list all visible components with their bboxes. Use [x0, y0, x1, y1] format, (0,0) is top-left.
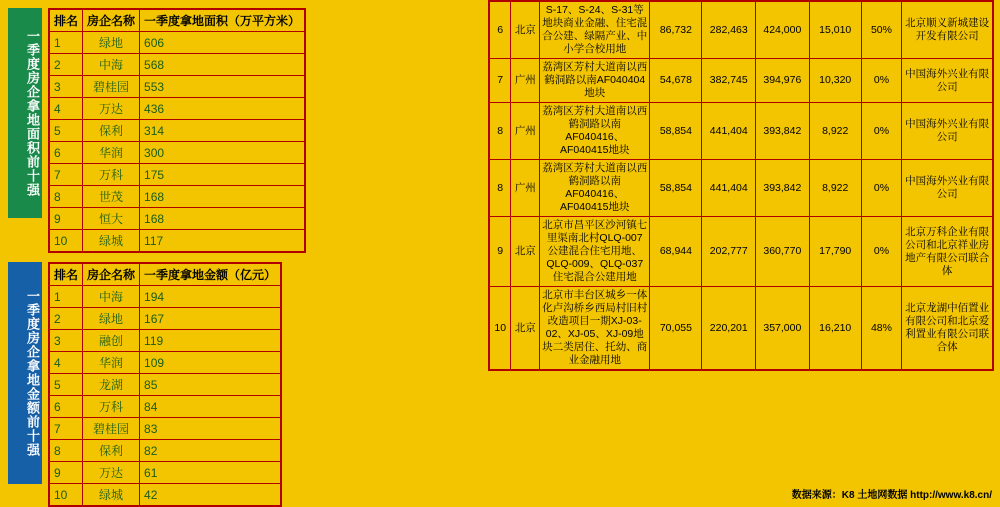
cell-project: 荔湾区芳村大道南以西鹤洞路以南AF040404地块: [540, 59, 650, 103]
table-row: [49, 98, 305, 120]
cell-project: S-17、S-24、S-31等地块商业金融、住宅混合公建、绿隔产业、中小学合校用地: [540, 1, 650, 59]
cell-value-4: 17,790: [809, 217, 861, 287]
cell-company: 绿地: [83, 32, 140, 54]
table-row: [49, 374, 281, 396]
cell-no: 6: [489, 1, 511, 59]
table-row: [489, 103, 993, 160]
cell-company: 中海: [83, 54, 140, 76]
table-row: [49, 396, 281, 418]
cell-value-1: 70,055: [650, 287, 702, 371]
cell-value-2: 441,404: [702, 160, 756, 217]
cell-percent: 50%: [861, 1, 901, 59]
cell-company: 碧桂园: [83, 418, 140, 440]
cell-value: 300: [140, 142, 306, 164]
cell-value: 83: [140, 418, 282, 440]
cell-rank: 8: [49, 186, 83, 208]
cell-value: 109: [140, 352, 282, 374]
cell-no: 8: [489, 160, 511, 217]
table-row: [49, 76, 305, 98]
cell-percent: 0%: [861, 103, 901, 160]
cell-city: 北京: [511, 287, 540, 371]
cell-rank: 6: [49, 142, 83, 164]
cell-value: 168: [140, 208, 306, 230]
cell-no: 10: [489, 287, 511, 371]
cell-company: 北京龙湖中佰置业有限公司和北京爱利置业有限公司联合体: [902, 287, 993, 371]
table-row: [489, 217, 993, 287]
table-row: [49, 484, 281, 507]
cell-company: 恒大: [83, 208, 140, 230]
cell-value-4: 8,922: [809, 160, 861, 217]
table-row: [49, 186, 305, 208]
table-row: [49, 440, 281, 462]
cell-value: 553: [140, 76, 306, 98]
cell-company: 绿城: [83, 484, 140, 507]
table-row: [489, 160, 993, 217]
cell-value-2: 220,201: [702, 287, 756, 371]
cell-rank: 2: [49, 54, 83, 76]
area-ranking-table: [48, 8, 306, 253]
cell-value: 85: [140, 374, 282, 396]
cell-city: 广州: [511, 59, 540, 103]
cell-company: 世茂: [83, 186, 140, 208]
header-rank: 排名: [49, 263, 83, 286]
land-transactions-table: [488, 0, 994, 371]
table-row: [49, 208, 305, 230]
table-row: [49, 164, 305, 186]
cell-value-1: 58,854: [650, 103, 702, 160]
cell-rank: 1: [49, 32, 83, 54]
table-row: [49, 308, 281, 330]
cell-value: 568: [140, 54, 306, 76]
cell-company: 华润: [83, 352, 140, 374]
cell-rank: 10: [49, 230, 83, 253]
cell-rank: 1: [49, 286, 83, 308]
right-panel: [484, 0, 1000, 507]
table-row: [49, 330, 281, 352]
table-row: [49, 32, 305, 54]
cell-no: 7: [489, 59, 511, 103]
cell-city: 北京: [511, 217, 540, 287]
cell-company: 保利: [83, 120, 140, 142]
table-row: [489, 59, 993, 103]
cell-value-2: 441,404: [702, 103, 756, 160]
cell-company: 碧桂园: [83, 76, 140, 98]
table-row: [49, 352, 281, 374]
amount-ranking-table: [48, 262, 282, 507]
cell-rank: 3: [49, 76, 83, 98]
header-company: 房企名称: [83, 263, 140, 286]
cell-rank: 8: [49, 440, 83, 462]
cell-project: 北京市丰台区城乡一体化卢沟桥乡西局村旧村改造项目一期XJ-03-02、XJ-05、XJ-09地块二类居住、托幼、商业金融用地: [540, 287, 650, 371]
cell-value-1: 58,854: [650, 160, 702, 217]
cell-value: 436: [140, 98, 306, 120]
cell-value: 606: [140, 32, 306, 54]
table-row: [49, 286, 281, 308]
cell-rank: 6: [49, 396, 83, 418]
cell-rank: 9: [49, 462, 83, 484]
cell-company: 万达: [83, 462, 140, 484]
header-value: 一季度拿地面积（万平方米）: [140, 9, 306, 32]
cell-value-4: 15,010: [809, 1, 861, 59]
cell-company: 中国海外兴业有限公司: [902, 103, 993, 160]
cell-company: 中国海外兴业有限公司: [902, 59, 993, 103]
cell-company: 万科: [83, 396, 140, 418]
cell-company: 万科: [83, 164, 140, 186]
cell-rank: 5: [49, 120, 83, 142]
cell-rank: 2: [49, 308, 83, 330]
amount-ranking-side-label: 一季度房企拿地金额前十强: [8, 262, 42, 484]
cell-rank: 3: [49, 330, 83, 352]
cell-company: 保利: [83, 440, 140, 462]
cell-city: 广州: [511, 103, 540, 160]
cell-project: 北京市昌平区沙河镇七里渠南北村QLQ-007公建混合住宅用地、QLQ-009、QLQ-037住宅混合公建用地: [540, 217, 650, 287]
cell-value-4: 10,320: [809, 59, 861, 103]
cell-company: 北京万科企业有限公司和北京祥业房地产有限公司联合体: [902, 217, 993, 287]
left-panel: [0, 0, 476, 507]
cell-rank: 4: [49, 98, 83, 120]
table-header-row: [49, 9, 305, 32]
cell-value: 42: [140, 484, 282, 507]
cell-value: 119: [140, 330, 282, 352]
cell-value: 194: [140, 286, 282, 308]
cell-value-1: 68,944: [650, 217, 702, 287]
cell-value: 167: [140, 308, 282, 330]
table-row: [49, 142, 305, 164]
cell-value-1: 54,678: [650, 59, 702, 103]
cell-rank: 9: [49, 208, 83, 230]
cell-company: 华润: [83, 142, 140, 164]
table-row: [49, 462, 281, 484]
cell-value-4: 8,922: [809, 103, 861, 160]
cell-value: 61: [140, 462, 282, 484]
cell-value: 82: [140, 440, 282, 462]
cell-value-1: 86,732: [650, 1, 702, 59]
cell-no: 8: [489, 103, 511, 160]
cell-city: 北京: [511, 1, 540, 59]
cell-company: 绿地: [83, 308, 140, 330]
cell-company: 中海: [83, 286, 140, 308]
cell-value-4: 16,210: [809, 287, 861, 371]
cell-project: 荔湾区芳村大道南以西鹤洞路以南AF040416、AF040415地块: [540, 160, 650, 217]
cell-value-2: 382,745: [702, 59, 756, 103]
header-value: 一季度拿地金额（亿元）: [140, 263, 282, 286]
cell-value-2: 282,463: [702, 1, 756, 59]
cell-percent: 0%: [861, 59, 901, 103]
cell-value: 84: [140, 396, 282, 418]
cell-value-3: 357,000: [756, 287, 810, 371]
cell-value-2: 202,777: [702, 217, 756, 287]
cell-rank: 4: [49, 352, 83, 374]
table-row: [49, 54, 305, 76]
cell-value: 175: [140, 164, 306, 186]
cell-value-3: 360,770: [756, 217, 810, 287]
cell-rank: 7: [49, 418, 83, 440]
cell-no: 9: [489, 217, 511, 287]
cell-percent: 48%: [861, 287, 901, 371]
cell-project: 荔湾区芳村大道南以西鹤洞路以南AF040416、AF040415地块: [540, 103, 650, 160]
cell-percent: 0%: [861, 217, 901, 287]
data-source-note: 数据来源：K8 土地网数据 http://www.k8.cn/: [791, 490, 992, 501]
cell-company: 北京顺义新城建设开发有限公司: [902, 1, 993, 59]
cell-percent: 0%: [861, 160, 901, 217]
cell-rank: 10: [49, 484, 83, 507]
cell-value: 117: [140, 230, 306, 253]
cell-company: 绿城: [83, 230, 140, 253]
cell-rank: 5: [49, 374, 83, 396]
area-ranking-side-label: 一季度房企拿地面积前十强: [8, 8, 42, 218]
cell-value-3: 394,976: [756, 59, 810, 103]
table-row: [489, 287, 993, 371]
table-row: [489, 1, 993, 59]
table-row: [49, 120, 305, 142]
table-header-row: [49, 263, 281, 286]
cell-company: 万达: [83, 98, 140, 120]
cell-value-3: 393,842: [756, 160, 810, 217]
cell-rank: 7: [49, 164, 83, 186]
header-company: 房企名称: [83, 9, 140, 32]
cell-value: 168: [140, 186, 306, 208]
cell-value-3: 424,000: [756, 1, 810, 59]
cell-city: 广州: [511, 160, 540, 217]
cell-company: 融创: [83, 330, 140, 352]
table-row: [49, 418, 281, 440]
table-row: [49, 230, 305, 253]
cell-company: 龙湖: [83, 374, 140, 396]
cell-value-3: 393,842: [756, 103, 810, 160]
header-rank: 排名: [49, 9, 83, 32]
cell-company: 中国海外兴业有限公司: [902, 160, 993, 217]
cell-value: 314: [140, 120, 306, 142]
